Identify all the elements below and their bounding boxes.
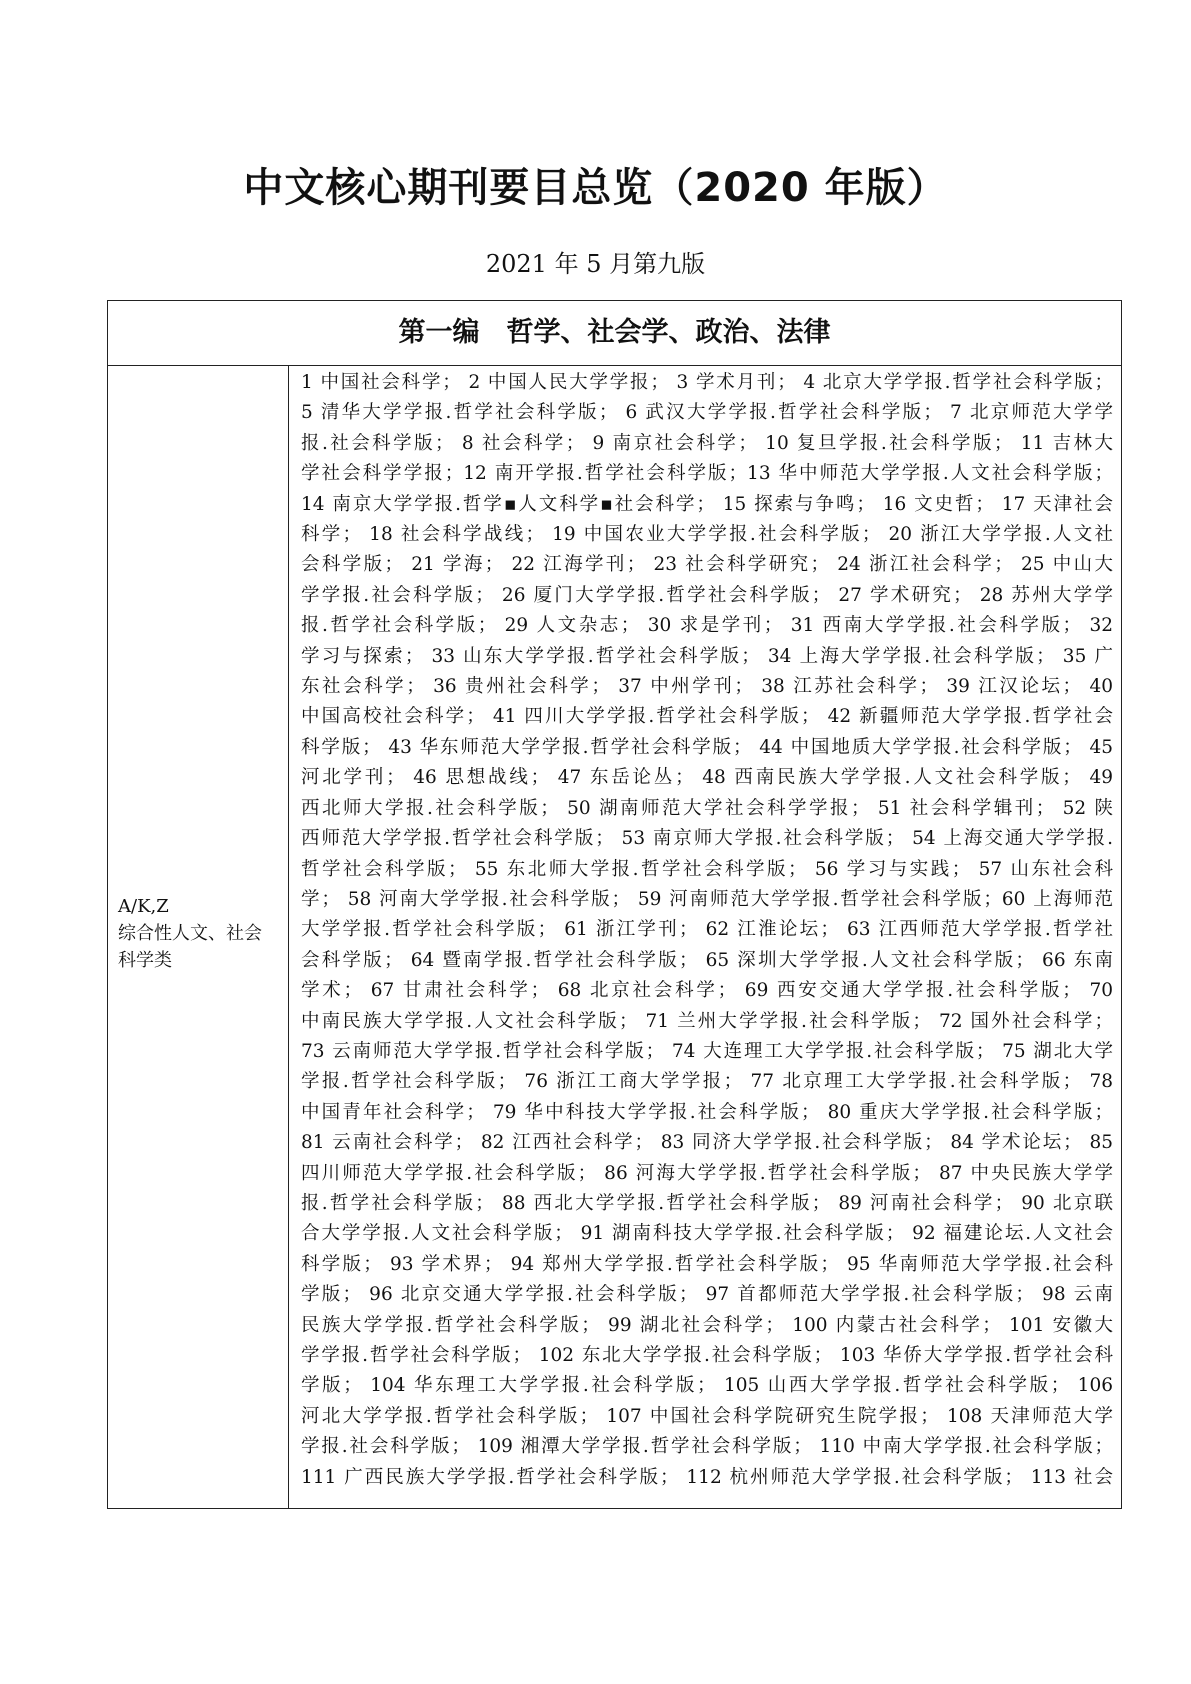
document-title: 中文核心期刊要目总览（2020 年版）	[243, 165, 948, 211]
journal-list-line: 中国青年社会科学； 79 华中科技大学学报.社会科学版； 80 重庆大学学报.社会科学版；	[301, 1101, 1113, 1123]
journal-list-line: 学报.哲学社会科学版； 76 浙江工商大学学报； 77 北京理工大学学报.社会科学版； 78	[301, 1071, 1113, 1093]
journal-list-line: 73 云南师范大学学报.哲学社会科学版； 74 大连理工大学学报.社会科学版； 75 湖北大学	[301, 1040, 1113, 1062]
journal-list-line: 民族大学学报.哲学社会科学版； 99 湖北社会科学； 100 内蒙古社会科学； 101 安徽大	[301, 1314, 1113, 1336]
journal-list-line: 14 南京大学学报.哲学▪人文科学▪社会科学； 15 探索与争鸣； 16 文史哲； 17 天津社会	[301, 493, 1113, 515]
journal-list-line: 学学报.哲学社会科学版； 102 东北大学学报.社会科学版； 103 华侨大学学报.哲学社会科	[301, 1345, 1113, 1366]
category-cell	[108, 366, 289, 1508]
journal-list-line: 河北大学学报.哲学社会科学版； 107 中国社会科学院研究生院学报； 108 天津师范大学	[301, 1405, 1113, 1427]
journal-list-line: 学； 58 河南大学学报.社会科学版； 59 河南师范大学学报.哲学社会科学版；60 上海师范	[301, 888, 1113, 910]
journal-list-line: 1 中国社会科学； 2 中国人民大学学报； 3 学术月刊； 4 北京大学学报.哲学社会科学版；	[301, 372, 1113, 393]
journal-list-line: 学术； 67 甘肃社会科学； 68 北京社会科学； 69 西安交通大学学报.社会科学版； 70	[301, 980, 1113, 1002]
journal-list-line: 科学； 18 社会科学战线； 19 中国农业大学学报.社会科学版； 20 浙江大学学报.人文社	[301, 524, 1113, 546]
journal-list-line: 大学学报.哲学社会科学版； 61 浙江学刊； 62 江淮论坛； 63 江西师范大学学报.哲学社	[301, 919, 1113, 941]
journal-list-line: 学学报.社会科学版； 26 厦门大学学报.哲学社会科学版； 27 学术研究； 28 苏州大学学	[301, 584, 1113, 606]
journal-list-cell	[289, 366, 1121, 1508]
journal-list-line: 报.哲学社会科学版； 88 西北大学学报.哲学社会科学版； 89 河南社会科学； 90 北京联	[301, 1192, 1113, 1214]
journal-list-line: 报.哲学社会科学版； 29 人文杂志； 30 求是学刊； 31 西南大学学报.社会科学版； 32	[301, 615, 1113, 637]
journal-list-line: 科学版； 43 华东师范大学学报.哲学社会科学版； 44 中国地质大学学报.社会科学版； 45	[301, 736, 1113, 758]
journal-list-line: 中国高校社会科学； 41 四川大学学报.哲学社会科学版； 42 新疆师范大学学报.哲学社会	[301, 706, 1113, 728]
journal-list-line: 科学版； 93 学术界； 94 郑州大学学报.哲学社会科学版； 95 华南师范大学学报.社会科	[301, 1253, 1113, 1275]
journal-list-line: 河北学刊； 46 思想战线； 47 东岳论丛； 48 西南民族大学学报.人文社会科学版； 49	[301, 767, 1113, 789]
journal-list-line: 四川师范大学学报.社会科学版； 86 河海大学学报.哲学社会科学版； 87 中央民族大学学	[301, 1162, 1113, 1184]
section-heading: 第一编 哲学、社会学、政治、法律	[108, 301, 1121, 366]
journal-list-line: 东社会科学； 36 贵州社会科学； 37 中州学刊； 38 江苏社会科学； 39 江汉论坛； 40	[301, 676, 1113, 698]
journal-list-line: 西北师大学报.社会科学版； 50 湖南师范大学社会科学学报； 51 社会科学辑刊； 52 陕	[301, 797, 1113, 819]
category-code: A/K,Z	[118, 895, 169, 917]
journal-list-line: 哲学社会科学版； 55 东北师大学报.哲学社会科学版； 56 学习与实践； 57 山东社会科	[301, 858, 1113, 880]
journal-list-line: 中南民族大学学报.人文社会科学版； 71 兰州大学学报.社会科学版； 72 国外社会科学；	[301, 1010, 1113, 1032]
journal-list-line: 111 广西民族大学学报.哲学社会科学版； 112 杭州师范大学学报.社会科学版； 113 社会	[301, 1466, 1113, 1488]
journal-list-line: 合大学学报.人文社会科学版； 91 湖南科技大学学报.社会科学版； 92 福建论坛.人文社会	[301, 1223, 1113, 1245]
journal-table	[107, 300, 1122, 1509]
journal-list-line: 学版； 104 华东理工大学学报.社会科学版； 105 山西大学学报.哲学社会科学版； 106	[301, 1375, 1113, 1397]
journal-list-line: 会科学版； 21 学海； 22 江海学刊； 23 社会科学研究； 24 浙江社会科学； 25 中山大	[301, 554, 1113, 576]
journal-list-line: 学版； 96 北京交通大学学报.社会科学版； 97 首都师范大学学报.社会科学版； 98 云南	[301, 1284, 1113, 1306]
journal-list-line: 报.社会科学版； 8 社会科学； 9 南京社会科学； 10 复旦学报.社会科学版； 11 吉林大	[301, 432, 1113, 454]
journal-list-line: 81 云南社会科学； 82 江西社会科学； 83 同济大学学报.社会科学版； 84 学术论坛； 85	[301, 1132, 1113, 1154]
journal-list-line: 西师范大学学报.哲学社会科学版； 53 南京师大学报.社会科学版； 54 上海交通大学学报.	[301, 828, 1113, 850]
journal-list-line: 学习与探索； 33 山东大学学报.哲学社会科学版； 34 上海大学学报.社会科学版； 35 广	[301, 645, 1113, 667]
journal-list-line: 学社会科学学报；12 南开学报.哲学社会科学版；13 华中师范大学学报.人文社会科学版；	[301, 463, 1113, 485]
journal-list-line: 学报.社会科学版； 109 湘潭大学学报.哲学社会科学版； 110 中南大学学报.社会科学版；	[301, 1436, 1113, 1458]
category-name: 综合性人文、社会科学类	[118, 922, 262, 971]
edition-subtitle: 2021 年 5 月第九版	[485, 250, 706, 278]
journal-list-line: 5 清华大学学报.哲学社会科学版； 6 武汉大学学报.哲学社会科学版； 7 北京师范大学学	[301, 402, 1113, 424]
journal-list-line: 会科学版； 64 暨南学报.哲学社会科学版； 65 深圳大学学报.人文社会科学版； 66 东南	[301, 949, 1113, 971]
